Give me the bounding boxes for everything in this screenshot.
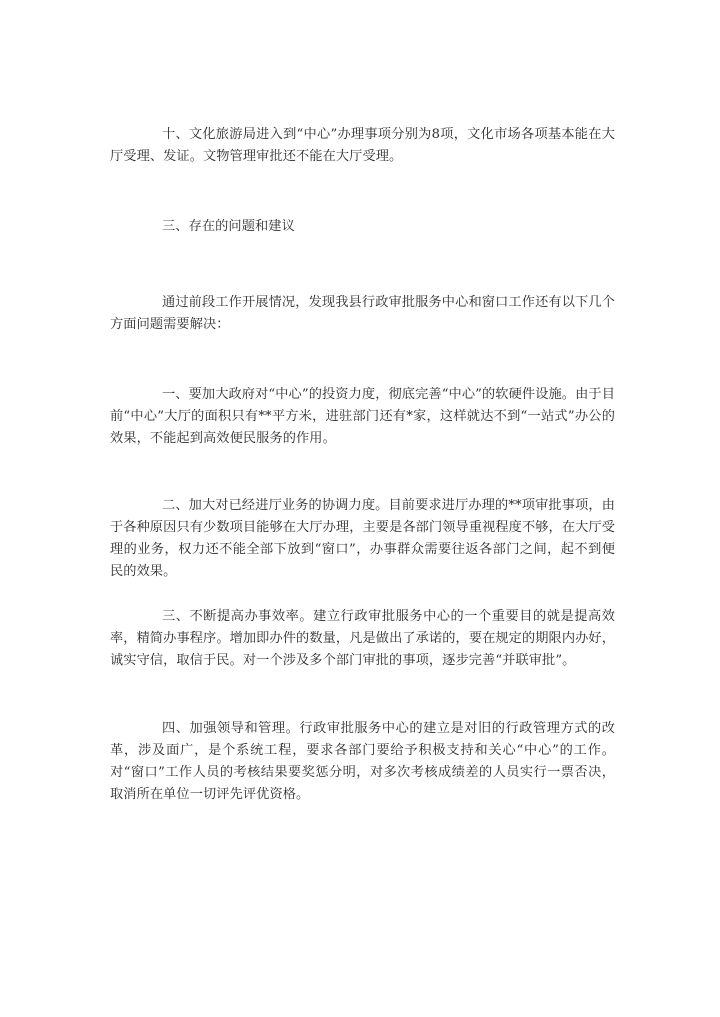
paragraph-item-two: 二、加大对已经进厅业务的协调力度。目前要求进厅办理的**项审批事项，由于各种原因只有少数项目能够在大厅办理，主要是各部门领导重视程度不够，在大厅受理的业务，权力还不能全部下放到“窗口”，办事群众需要往返各部门之间，起不到便民的效果。 [110,498,615,579]
paragraph-item-four: 四、加强领导和管理。行政审批服务中心的建立是对旧的行政管理方式的改革，涉及面广，是个系统工程，要求各部门要给予积极支持和关心“中心”的工作。对“窗口”工作人员的考核结果要奖惩分明，对多次考核成绩差的人员实行一票否决，取消所在单位一切评先评优资格。 [110,721,615,802]
paragraph-item-one: 一、要加大政府对“中心”的投资力度，彻底完善“中心”的软硬件设施。由于目前“中心”大厅的面积只有**平方米，进驻部门还有*家，这样就达不到“一站式”办公的效果，不能起到高效便民服务的作用。 [110,387,615,446]
section-heading-problems: 三、存在的问题和建议 [162,219,295,234]
paragraph-intro-problems: 通过前段工作开展情况，发现我县行政审批服务中心和窗口工作还有以下几个方面问题需要解决： [110,295,615,332]
paragraph-culture-tourism: 十、文化旅游局进入到“中心”办理事项分别为8项，文化市场各项基本能在大厅受理、发证。文物管理审批还不能在大厅受理。 [110,127,615,164]
paragraph-item-three: 三、不断提高办事效率。建立行政审批服务中心的一个重要目的就是提高效率，精简办事程序。增加即办件的数量，凡是做出了承诺的，要在规定的期限内办好，诚实守信，取信于民。对一个涉及多个部门审批的事项，逐步完善“并联审批”。 [110,609,615,668]
